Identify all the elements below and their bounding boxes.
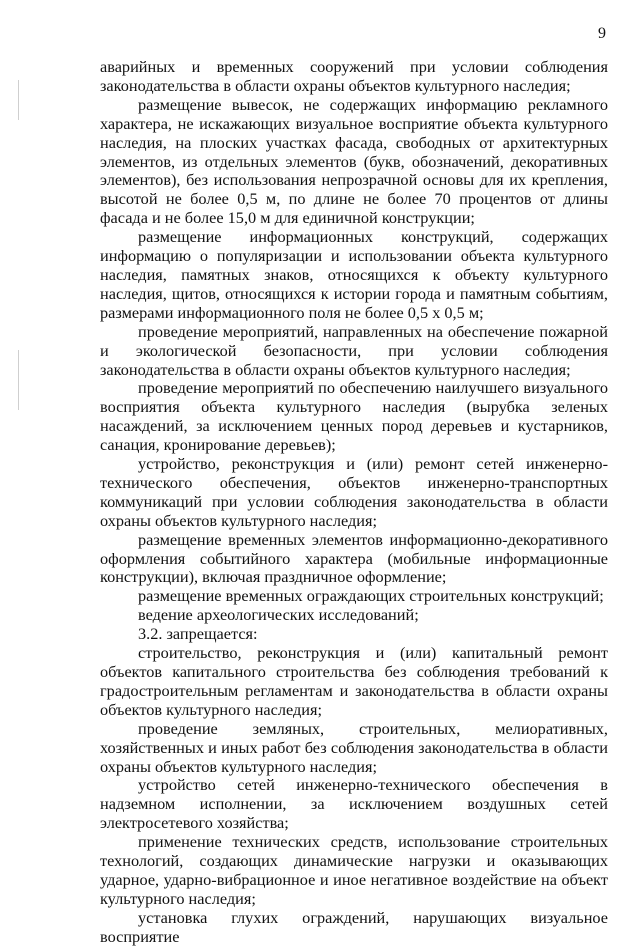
paragraph: применение технических средств, использование строительных технологий, создающих динамические нагрузки и оказывающих ударное, ударно-вибрационное и иное негативное воздействие на объект культурного наследия; [100, 832, 608, 908]
paragraph: строительство, реконструкция и (или) капитальный ремонт объектов капитального строительства без соблюдения требований к градостроительным регламентам и законодательства в области охраны объектов культурного наследия; [100, 643, 608, 719]
paragraph: размещение временных ограждающих строительных конструкций; [138, 586, 604, 606]
paragraph: размещение временных элементов информационно-декоративного оформления событийного характера (мобильные информационные конструкции), включая праздничное оформление; [100, 529, 608, 587]
scan-margin-mark [18, 350, 19, 410]
document-body [100, 58, 608, 947]
paragraph: устройство сетей инженерно-технического обеспечения в надземном исполнении, за исключением воздушных сетей электросетевого хозяйства; [100, 775, 608, 833]
paragraph: устройство, реконструкция и (или) ремонт сетей инженерно-технического обеспечения, объектов инженерно-транспортных коммуникаций при условии соблюдения законодательства в области охраны объектов культурного наследия; [100, 454, 608, 530]
paragraph: проведение мероприятий, направленных на обеспечение пожарной и экологической безопасности, при условии соблюдения законодательства в области охраны объектов культурного наследия; [100, 321, 608, 379]
paragraph: размещение вывесок, не содержащих информацию рекламного характера, не искажающих визуальное восприятие объекта культурного наследия, на плоских участках фасада, свободных от архитектурных элементов, из отдельных элементов (букв, обозначений, декоративных элементов), без использования непрозрачной основы для их крепления, высотой не более 0,5 м, по длине не более 70 процентов от длины фасада и не более 15,0 м для единичной конструкции; [100, 94, 608, 228]
page-number: 9 [598, 25, 606, 42]
scan-margin-mark [18, 80, 19, 120]
paragraph: установка глухих ограждений, нарушающих визуальное восприятие [100, 907, 608, 946]
paragraph: 3.2. запрещается: [138, 624, 258, 644]
paragraph: ведение археологических исследований; [138, 605, 419, 625]
paragraph: аварийных и временных сооружений при условии соблюдения законодательства в области охраны объектов культурного наследия; [100, 57, 608, 95]
paragraph: размещение информационных конструкций, содержащих информацию о популяризации и использовании объекта культурного наследия, памятных знаков, относящихся к объекту культурного наследия, щитов, относящихся к истории города и памятным событиям, размерами информационного поля не более 0,5 х 0,5 м; [100, 227, 608, 322]
paragraph: проведение мероприятий по обеспечению наилучшего визуального восприятия объекта культурного наследия (вырубка зеленых насаждений, за исключением ценных пород деревьев и кустарников, санация, кронирование деревьев); [100, 378, 608, 455]
paragraph: проведение земляных, строительных, мелиоративных, хозяйственных и иных работ без соблюдения законодательства в области охраны объектов культурного наследия; [100, 718, 608, 776]
